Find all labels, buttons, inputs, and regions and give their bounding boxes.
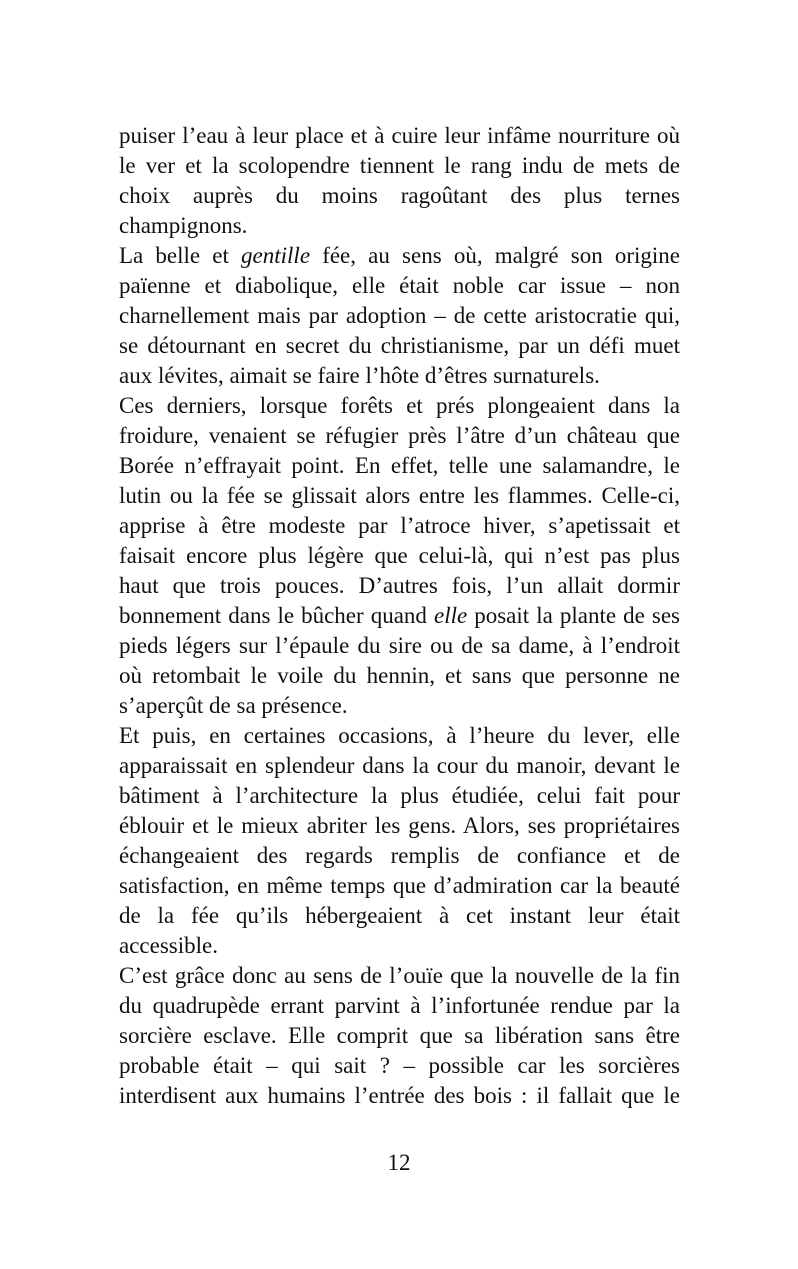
- paragraph: [119, 721, 680, 961]
- text-line: se détournant en secret du christianisme, par un défi muet: [119, 333, 680, 358]
- text-line: le ver et la scolopendre tiennent le rang indu de mets de: [119, 153, 680, 178]
- paragraph: [119, 961, 680, 1111]
- text-line: probable était – qui sait ? – possible car les sorcières: [119, 1053, 680, 1078]
- text-line: éblouir et le mieux abriter les gens. Alors, ses propriétaires: [119, 813, 680, 838]
- text-line: Borée n’effrayait point. En effet, telle une salamandre, le: [119, 453, 680, 478]
- text-line: froidure, venaient se réfugier près l’âtre d’un château que: [119, 423, 680, 448]
- text-line: de la fée qu’ils hébergeaient à cet instant leur était: [119, 903, 680, 928]
- text-line: haut que trois pouces. D’autres fois, l’un allait dormir: [119, 573, 680, 598]
- paragraph: [119, 121, 680, 241]
- text-line: apprise à être modeste par l’atroce hiver, s’apetissait et: [119, 513, 680, 538]
- body-text: [119, 121, 680, 1111]
- text-line: pieds légers sur l’épaule du sire ou de sa dame, à l’endroit: [119, 633, 680, 658]
- text-line: bâtiment à l’architecture la plus étudiée, celui fait pour: [119, 783, 680, 808]
- text-line: Ces derniers, lorsque forêts et prés plongeaient dans la: [119, 393, 680, 418]
- paragraph: [119, 241, 680, 391]
- text-line: Et puis, en certaines occasions, à l’heure du lever, elle: [119, 723, 680, 748]
- text-line: sorcière esclave. Elle comprit que sa libération sans être: [119, 1023, 680, 1048]
- italic-word: gentille: [241, 243, 311, 268]
- text-line: s’aperçût de sa présence.: [119, 693, 348, 718]
- text-line: interdisent aux humains l’entrée des bois : il fallait que le: [119, 1083, 680, 1108]
- text-line: La belle et gentille fée, au sens où, malgré son origine: [119, 243, 680, 268]
- text-line: échangeaient des regards remplis de confiance et de: [119, 843, 680, 868]
- page-number: 12: [387, 1150, 411, 1175]
- italic-word: elle: [433, 603, 468, 628]
- text-line: faisait encore plus légère que celui-là, qui n’est pas plus: [119, 543, 680, 568]
- text-line: puiser l’eau à leur place et à cuire leur infâme nourriture où: [119, 123, 680, 148]
- text-line: accessible.: [119, 933, 218, 958]
- paragraph: [119, 391, 680, 721]
- text-line: où retombait le voile du hennin, et sans que personne ne: [119, 663, 680, 688]
- text-line: lutin ou la fée se glissait alors entre les flammes. Celle-ci,: [119, 483, 680, 508]
- text-line: apparaissait en splendeur dans la cour du manoir, devant le: [119, 753, 680, 778]
- text-line: aux lévites, aimait se faire l’hôte d’êtres surnaturels.: [119, 363, 600, 388]
- text-line: païenne et diabolique, elle était noble car issue – non: [119, 273, 680, 298]
- text-line: choix auprès du moins ragoûtant des plus ternes: [119, 183, 680, 208]
- text-line: satisfaction, en même temps que d’admiration car la beauté: [119, 873, 680, 898]
- text-line: C’est grâce donc au sens de l’ouïe que la nouvelle de la fin: [119, 963, 680, 988]
- text-line: charnellement mais par adoption – de cette aristocratie qui,: [119, 303, 680, 328]
- text-line: bonnement dans le bûcher quand elle posait la plante de ses: [119, 603, 680, 628]
- text-line: champignons.: [119, 213, 248, 238]
- text-line: du quadrupède errant parvint à l’infortunée rendue par la: [119, 993, 680, 1018]
